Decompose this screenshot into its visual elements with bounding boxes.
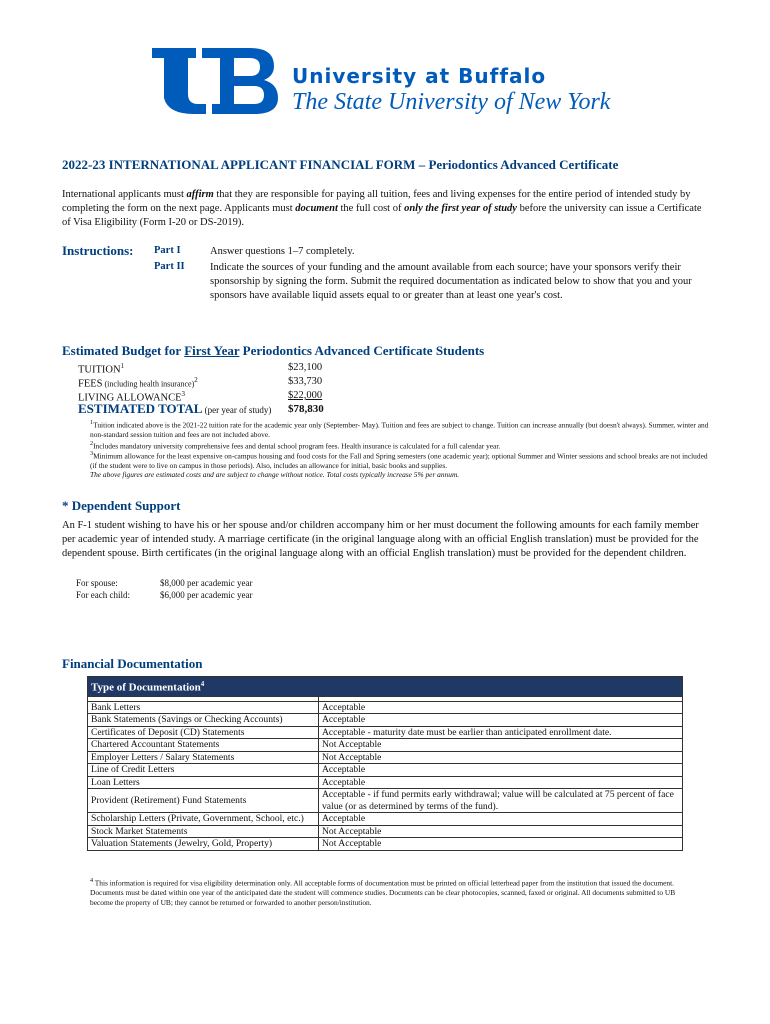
note-1-sup: 1 <box>90 420 94 426</box>
fees-sub: (including health insurance) <box>102 379 195 389</box>
footnote-text: This information is required for visa eligibility determination only. All acceptable forms of documentation must be printed on official letterhead paper from the institution that issued the document. Documents must be dated within one year of the anticipated date the student will commence studies. Documents can be clear photocopies, scanned, faxed or original. All documents submitted to UB become the property of UB; they cannot be returned or forwarded to another person/institution. <box>90 878 676 908</box>
estimated-total-value: $78,830 <box>288 403 324 415</box>
note-2-sup: 2 <box>90 441 94 447</box>
doc-status-cell: Not Acceptable <box>319 838 683 851</box>
table-row <box>88 776 683 789</box>
tuition-sup: 1 <box>120 362 125 370</box>
dependent-support-text: An F-1 student wishing to have his or her spouse and/or children accompany him or her must document the following amounts for each family member per academic year of intended study. A marriage certificate (in the original language along with an official English translation) must be provided for the dependent spouse. Birth certificates (in the original language along with an official English translation) must be provided for the dependent children. <box>62 520 699 559</box>
doc-type-cell: Certificates of Deposit (CD) Statements <box>88 726 319 739</box>
budget-heading-post: Periodontics Advanced Certificate Students <box>239 343 485 358</box>
living-value: $22,000 <box>288 390 323 401</box>
living-sup: 3 <box>181 390 186 398</box>
tuition-label <box>78 362 124 376</box>
budget-note-3 <box>90 449 710 471</box>
doc-status-cell: Not Acceptable <box>319 739 683 752</box>
doc-type-cell: Chartered Accountant Statements <box>88 739 319 752</box>
note-3-text: Minimum allowance for the least expensive on-campus housing and food costs for the Fall and Spring semesters (one academic year); optional Summer and Winter sessions and school breaks are not included (if the student were to live on campus in those periods). Also, includes an allowance for initial, basic books and supplies. <box>90 451 708 471</box>
doc-type-cell: Loan Letters <box>88 776 319 789</box>
tuition-label-text: TUITION <box>78 364 121 376</box>
financial-documentation-heading: Financial Documentation <box>62 656 203 671</box>
doc-type-cell: Bank Letters <box>88 701 319 714</box>
note-3-sup: 3 <box>90 451 94 457</box>
budget-heading-first-year: First Year <box>184 343 240 358</box>
ub-logo <box>150 42 630 122</box>
doc-type-cell: Employer Letters / Salary Statements <box>88 751 319 764</box>
child-amount: $6,000 per academic year <box>160 590 253 600</box>
documentation-header-cell <box>88 677 683 697</box>
tuition-value: $23,100 <box>288 362 323 373</box>
intro-document: document <box>295 203 338 214</box>
intro-first-year: only the first year of study <box>404 203 517 214</box>
table-row <box>88 714 683 727</box>
child-label: For each child: <box>76 590 130 600</box>
documentation-header-text: Type of Documentation <box>91 681 201 694</box>
note-1-text: Tuition indicated above is the 2021-22 tuition rate for the academic year only (September- May). Tuition and fees are subject to change. Tuition can increase annually (but doesn't always). Summer, winter and non-standard session tuition and fees are not included above. <box>90 420 709 440</box>
fees-label-text: FEES <box>78 378 103 390</box>
part-1-label: Part I <box>154 245 181 256</box>
doc-type-cell: Valuation Statements (Jewelry, Gold, Property) <box>88 838 319 851</box>
table-row <box>88 764 683 777</box>
part-2-label: Part II <box>154 261 185 272</box>
table-row <box>88 838 683 851</box>
intro-text-4: before the university can issue a Certificate of Visa Eligibility (Form I-20 or DS-2019). <box>62 203 702 228</box>
intro-affirm: affirm <box>186 189 214 200</box>
table-row <box>88 825 683 838</box>
estimated-total-label <box>78 401 271 417</box>
dependent-support-heading: * Dependent Support <box>62 498 181 513</box>
doc-status-cell: Acceptable <box>319 776 683 789</box>
instructions-heading: Instructions: <box>62 243 134 258</box>
documentation-table-header <box>88 677 683 697</box>
table-row <box>88 739 683 752</box>
fees-value: $33,730 <box>288 376 323 387</box>
doc-status-cell: Acceptable <box>319 764 683 777</box>
fees-label <box>78 376 198 390</box>
part-2-text: Indicate the sources of your funding and the amount available from each source; have your sponsors verify their sponsorship by signing the form. Submit the required documentation as indicated below to show that you and your sponsors have available liquid assets equal to or greater than at least one year's cost. <box>210 262 692 301</box>
doc-type-cell: Bank Statements (Savings or Checking Accounts) <box>88 714 319 727</box>
doc-status-cell: Not Acceptable <box>319 751 683 764</box>
table-row <box>88 726 683 739</box>
budget-heading <box>62 343 484 359</box>
doc-status-cell: Acceptable <box>319 701 683 714</box>
ub-monogram-icon <box>150 42 282 122</box>
doc-status-cell: Not Acceptable <box>319 825 683 838</box>
doc-type-cell: Line of Credit Letters <box>88 764 319 777</box>
estimated-total-sub: (per year of study) <box>202 405 272 415</box>
intro-text-3: the full cost of <box>337 203 405 214</box>
table-row <box>88 813 683 826</box>
budget-heading-pre: Estimated Budget for <box>62 343 185 358</box>
spouse-label: For spouse: <box>76 578 118 588</box>
doc-status-cell: Acceptable <box>319 813 683 826</box>
doc-status-cell: Acceptable - maturity date must be earlier than anticipated enrollment date. <box>319 726 683 739</box>
budget-note-1 <box>90 418 710 440</box>
logo-text-university: University at Buffalo <box>292 64 547 88</box>
note-2-text: Includes mandatory university comprehensive fees and dental school program fees. Health insurance is calculated for a full calendar year. <box>93 441 501 451</box>
fees-sup: 2 <box>194 376 198 384</box>
documentation-footnote <box>90 876 690 908</box>
intro-text-2: that they are responsible for paying all tuition, fees and living expenses for the entire period of intended study by completing the form on the next page. Applicants must <box>62 189 691 214</box>
doc-type-cell: Scholarship Letters (Private, Government, School, etc.) <box>88 813 319 826</box>
intro-paragraph <box>62 188 712 230</box>
intro-text-1: International applicants must <box>62 189 187 200</box>
spouse-amount: $8,000 per academic year <box>160 578 253 588</box>
table-row <box>88 701 683 714</box>
doc-type-cell: Stock Market Statements <box>88 825 319 838</box>
footnote-sup: 4 <box>90 878 94 884</box>
living-label-text: LIVING ALLOWANCE <box>78 392 182 404</box>
doc-status-cell: Acceptable <box>319 714 683 727</box>
documentation-table <box>87 676 683 851</box>
doc-status-cell: Acceptable - if fund permits early withdrawal; value will be calculated at 75 percent of face value (or as determined by terms of the fund). <box>319 789 683 813</box>
part-1-text: Answer questions 1–7 completely. <box>210 246 355 257</box>
table-row <box>88 751 683 764</box>
doc-type-cell: Provident (Retirement) Fund Statements <box>88 789 319 813</box>
form-title: 2022-23 INTERNATIONAL APPLICANT FINANCIAL FORM – Periodontics Advanced Certificate <box>62 157 619 172</box>
estimate-disclaimer: The above figures are estimated costs and are subject to change without notice. Total costs typically increase 5% per annum. <box>90 470 460 479</box>
documentation-header-sup: 4 <box>200 680 205 688</box>
estimated-total-text: ESTIMATED TOTAL <box>78 401 203 416</box>
table-row <box>88 789 683 813</box>
logo-text-state-university: The State University of New York <box>292 89 611 115</box>
